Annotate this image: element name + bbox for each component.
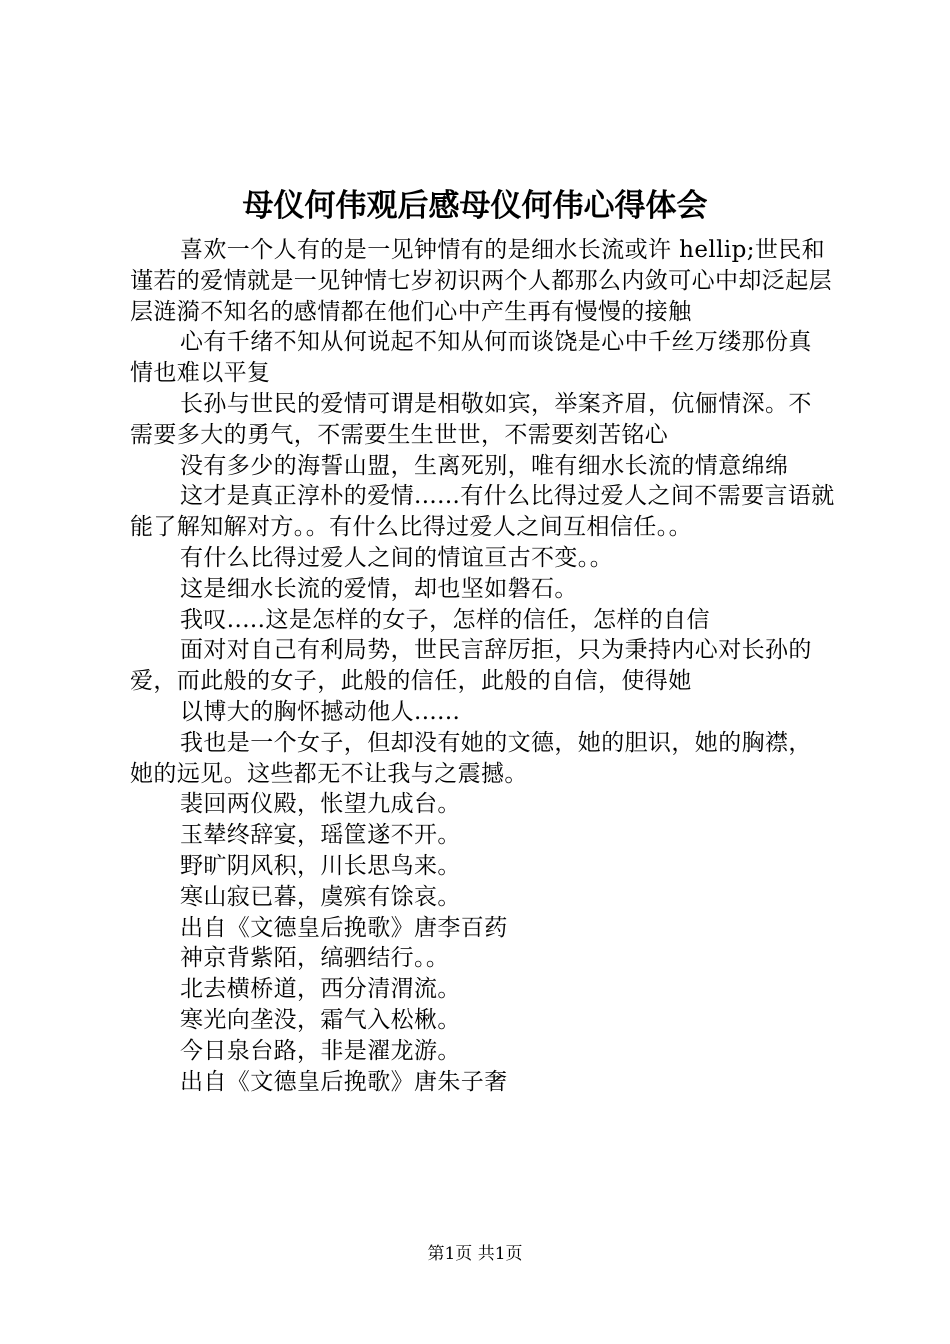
document-body <box>130 235 835 1097</box>
paragraph: 长孙与世民的爱情可谓是相敬如宾，举案齐眉，伉俪情深。不需要多大的勇气，不需要生生世世，不需要刻苦铭心 <box>130 390 812 448</box>
poem-line: 寒光向垄没，霜气入松楸。 <box>180 1006 461 1033</box>
poem-source: 出自《文德皇后挽歌》唐朱子奢 <box>180 1068 508 1095</box>
poem-line: 野旷阴风积，川长思鸟来。 <box>180 852 461 879</box>
paragraph: 没有多少的海誓山盟，生离死别，唯有细水长流的情意绵绵 <box>180 452 789 479</box>
poem-line: 神京背紫陌，缟驷结行。。 <box>180 945 450 972</box>
paragraph: 这是细水长流的爱情，却也坚如磐石。 <box>180 575 578 602</box>
paragraph: 心有千绪不知从何说起不知从何而谈饶是心中千丝万缕那份真情也难以平复 <box>130 329 812 387</box>
document-title: 母仪何伟观后感母仪何伟心得体会 <box>242 188 708 224</box>
poem-line: 北去横桥道，西分清渭流。 <box>180 976 461 1003</box>
page-footer: 第1页 共1页 <box>427 1244 523 1264</box>
poem-line: 寒山寂已暮，虞殡有馀哀。 <box>180 883 461 910</box>
poem-line: 玉辇终辞宴，瑶筐遂不开。 <box>180 822 461 849</box>
paragraph: 我叹.....这是怎样的女子，怎样的信任，怎样的自信 <box>180 606 710 633</box>
paragraph: 这才是真正淳朴的爱情......有什么比得过爱人之间不需要言语就能了解知解对方。。有什么比得过爱人之间互相信任。。 <box>130 483 835 541</box>
paragraph: 喜欢一个人有的是一见钟情有的是细水长流或许 hellip;世民和谨若的爱情就是一见钟情七岁初识两个人都那么内敛可心中却泛起层层涟漪不知名的感情都在他们心中产生再有慢慢的接触 <box>130 237 832 325</box>
poem-line: 今日泉台路，非是濯龙游。 <box>180 1037 461 1064</box>
paragraph: 我也是一个女子，但却没有她的文德，她的胆识，她的胸襟，她的远见。这些都无不让我与之震撼。 <box>130 729 812 787</box>
paragraph: 有什么比得过爱人之间的情谊亘古不变。。 <box>180 544 614 571</box>
poem-line: 裴回两仪殿，怅望九成台。 <box>180 791 461 818</box>
poem-source: 出自《文德皇后挽歌》唐李百药 <box>180 914 508 941</box>
paragraph: 面对对自己有利局势，世民言辞厉拒，只为秉持内心对长孙的爱，而此般的女子，此般的信任，此般的自信，使得她 <box>130 637 812 695</box>
paragraph: 以博大的胸怀撼动他人...... <box>180 698 461 725</box>
